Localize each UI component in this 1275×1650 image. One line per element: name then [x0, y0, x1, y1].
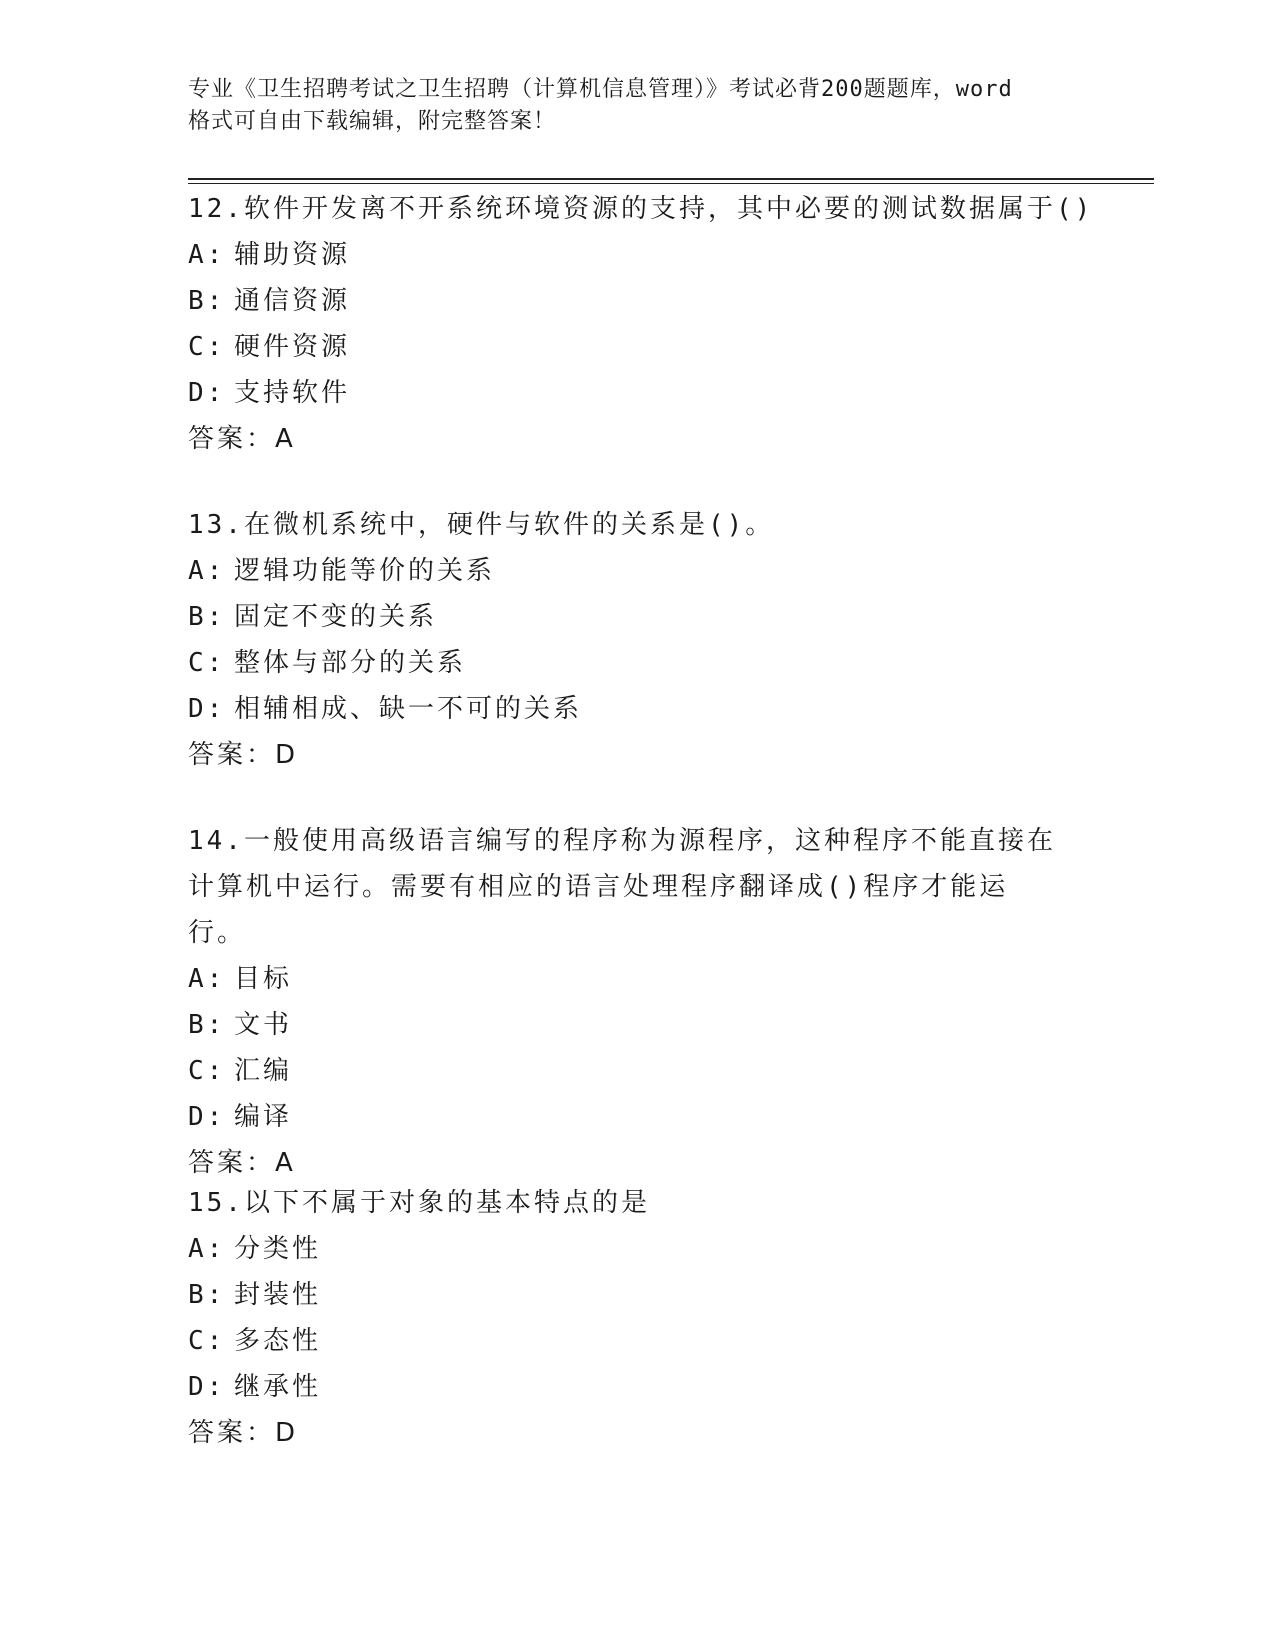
option-c — [188, 324, 1148, 370]
header-divider-thin — [188, 183, 1154, 184]
option-key: D: — [188, 694, 226, 724]
option-text: 继承性 — [234, 1372, 322, 1402]
option-text: 目标 — [234, 964, 293, 994]
option-a — [188, 1226, 1148, 1272]
header-divider-thick — [188, 178, 1154, 180]
option-d — [188, 1364, 1148, 1410]
option-key: B: — [188, 602, 226, 632]
option-text: 固定不变的关系 — [234, 602, 438, 632]
answer-line: 答案：A — [188, 424, 296, 454]
option-b — [188, 594, 1148, 640]
option-text: 编译 — [234, 1102, 293, 1132]
question-block-13 — [188, 502, 1148, 778]
option-text: 相辅相成、缺一不可的关系 — [234, 694, 583, 724]
question-block-12 — [188, 186, 1148, 462]
option-key: A: — [188, 1234, 226, 1264]
option-text: 硬件资源 — [234, 332, 351, 362]
option-key: C: — [188, 1326, 226, 1356]
option-text: 文书 — [234, 1010, 293, 1040]
option-text: 分类性 — [234, 1234, 322, 1264]
document-header — [188, 74, 1088, 138]
option-key: A: — [188, 556, 226, 586]
option-key: B: — [188, 286, 226, 316]
option-a — [188, 956, 1148, 1002]
option-text: 辅助资源 — [234, 240, 351, 270]
question-stem: 15.以下不属于对象的基本特点的是 — [188, 1188, 650, 1218]
option-key: C: — [188, 648, 226, 678]
option-text: 通信资源 — [234, 286, 351, 316]
option-key: B: — [188, 1280, 226, 1310]
option-d — [188, 370, 1148, 416]
option-d — [188, 686, 1148, 732]
option-key: C: — [188, 1056, 226, 1086]
option-text: 逻辑功能等价的关系 — [234, 556, 496, 586]
option-text: 多态性 — [234, 1326, 322, 1356]
option-a — [188, 232, 1148, 278]
option-text: 汇编 — [234, 1056, 293, 1086]
option-key: D: — [188, 1102, 226, 1132]
option-c — [188, 1318, 1148, 1364]
option-key: D: — [188, 378, 226, 408]
option-c — [188, 1048, 1148, 1094]
answer-line: 答案：D — [188, 740, 299, 770]
option-text: 支持软件 — [234, 378, 351, 408]
question-stem: 12.软件开发离不开系统环境资源的支持，其中必要的测试数据属于() — [188, 194, 1094, 224]
option-b — [188, 1002, 1148, 1048]
option-b — [188, 278, 1148, 324]
option-d — [188, 1094, 1148, 1140]
option-text: 封装性 — [234, 1280, 322, 1310]
option-key: A: — [188, 964, 226, 994]
option-b — [188, 1272, 1148, 1318]
option-key: C: — [188, 332, 226, 362]
answer-line: 答案：A — [188, 1148, 296, 1178]
option-c — [188, 640, 1148, 686]
option-a — [188, 548, 1148, 594]
question-stem: 14.一般使用高级语言编写的程序称为源程序，这种程序不能直接在计算机中运行。需要有相应的语言处理程序翻译成()程序才能运行。 — [188, 826, 1056, 948]
answer-line: 答案：D — [188, 1418, 299, 1448]
question-block-14 — [188, 818, 1148, 1186]
option-key: D: — [188, 1372, 226, 1402]
header-line-1: 专业《卫生招聘考试之卫生招聘（计算机信息管理）》考试必背200题题库，word — [188, 77, 1013, 102]
question-stem: 13.在微机系统中，硬件与软件的关系是()。 — [188, 510, 775, 540]
option-key: A: — [188, 240, 226, 270]
header-line-2: 格式可自由下载编辑，附完整答案！ — [188, 109, 557, 134]
option-key: B: — [188, 1010, 226, 1040]
option-text: 整体与部分的关系 — [234, 648, 467, 678]
question-block-15 — [188, 1180, 1148, 1456]
